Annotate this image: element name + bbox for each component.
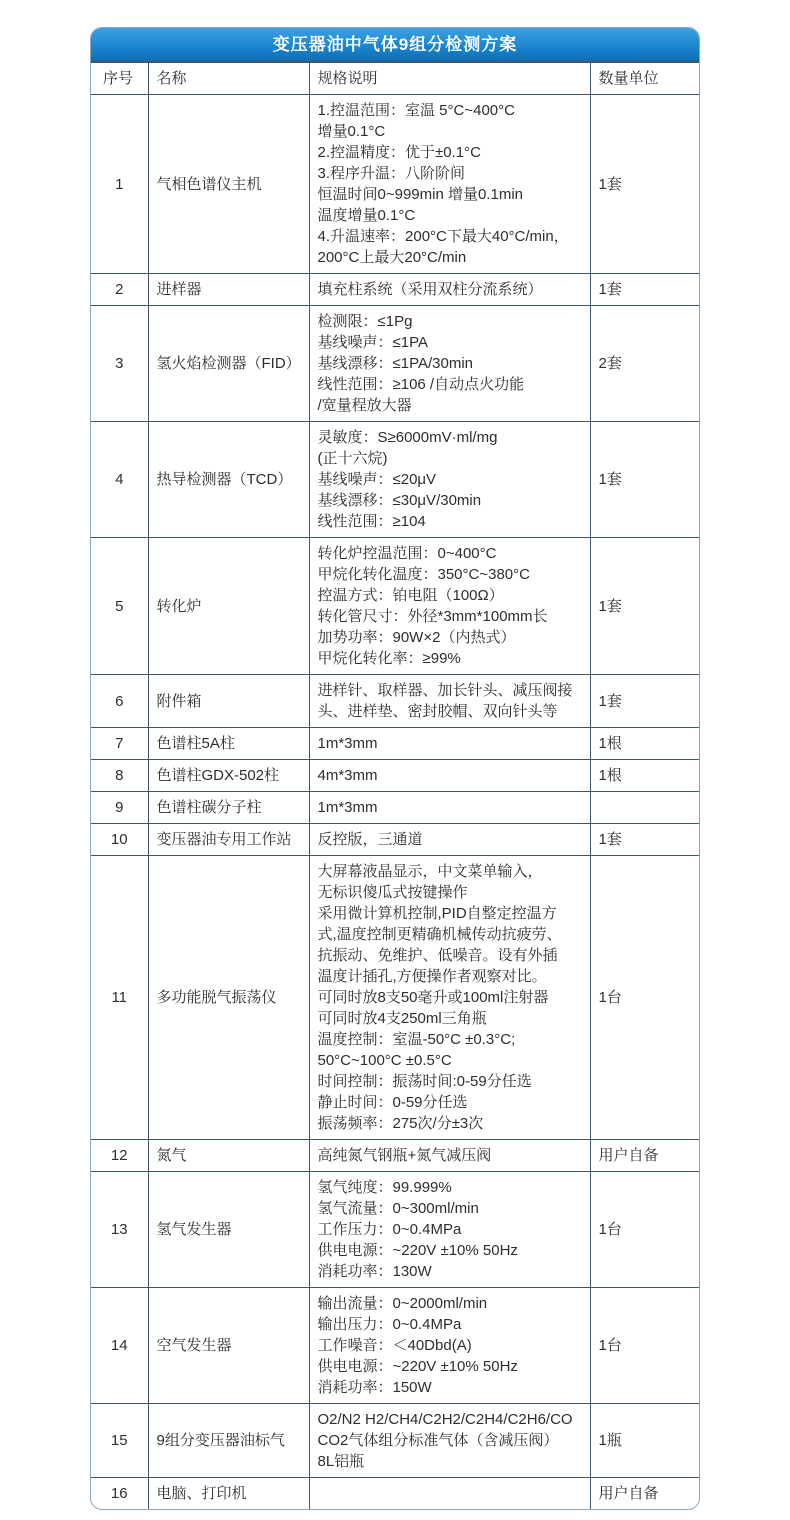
spec-line: 时间控制：振荡时间:0-59分任选 xyxy=(317,1073,532,1090)
row-qty-cell: 用户自备 xyxy=(590,1140,700,1172)
row-qty-cell: 2套 xyxy=(590,306,700,422)
spec-line: 4m*3mm xyxy=(317,767,378,784)
spec-line: 高纯氮气钢瓶+氮气减压阀 xyxy=(317,1147,492,1164)
row-spec-cell xyxy=(309,728,590,760)
spec-line: 4.升温速率：200°C下最大40°C/min， xyxy=(317,228,569,245)
spec-line: 式,温度控制更精确机械传动抗疲劳、 xyxy=(317,926,562,943)
table-row xyxy=(91,306,700,422)
row-qty-cell: 1套 xyxy=(590,824,700,856)
spec-line: 可同时放8支50毫升或100ml注射器 xyxy=(317,989,549,1006)
row-name-cell: 色谱柱5A柱 xyxy=(148,728,309,760)
row-name-cell: 电脑、打印机 xyxy=(148,1478,309,1510)
row-no-cell: 6 xyxy=(91,675,148,728)
row-spec-cell xyxy=(309,1404,590,1478)
spec-line: CO2气体组分标准气体（含减压阀） xyxy=(317,1432,559,1449)
row-spec-cell xyxy=(309,1140,590,1172)
spec-line: 大屏幕液晶显示，中文菜单输入， xyxy=(317,863,543,880)
spec-line: 供电电源：~220V ±10% 50Hz xyxy=(317,1358,518,1375)
row-name-cell: 空气发生器 xyxy=(148,1288,309,1404)
table-row xyxy=(91,792,700,824)
row-no-cell: 2 xyxy=(91,274,148,306)
spec-line: 2.控温精度：优于±0.1°C xyxy=(317,144,481,161)
table-row xyxy=(91,1404,700,1478)
spec-line: 无标识傻瓜式按键操作 xyxy=(317,884,468,901)
row-no-cell: 13 xyxy=(91,1172,148,1288)
row-qty-cell: 1套 xyxy=(590,538,700,675)
spec-line: 线性范围：≥104 xyxy=(317,513,426,530)
row-qty-cell: 1台 xyxy=(590,856,700,1140)
row-qty-cell: 1台 xyxy=(590,1288,700,1404)
row-qty-cell: 1套 xyxy=(590,95,700,274)
table-row xyxy=(91,760,700,792)
table-row xyxy=(91,95,700,274)
spec-line: 温度计插孔,方便操作者观察对比。 xyxy=(317,968,547,985)
spec-line: 甲烷化转化率：≥99% xyxy=(317,650,461,667)
header-qty: 数量单位 xyxy=(590,63,700,95)
spec-line: 静止时间：0-59分任选 xyxy=(317,1094,468,1111)
spec-line: 可同时放4支250ml三角瓶 xyxy=(317,1010,487,1027)
row-no-cell: 16 xyxy=(91,1478,148,1510)
header-spec: 规格说明 xyxy=(309,63,590,95)
row-no-cell: 11 xyxy=(91,856,148,1140)
table-body xyxy=(91,95,700,1510)
row-qty-cell: 1瓶 xyxy=(590,1404,700,1478)
spec-line: 填充柱系统（采用双柱分流系统） xyxy=(317,281,543,298)
spec-line: 8L铝瓶 xyxy=(317,1453,365,1470)
row-qty-cell: 1根 xyxy=(590,760,700,792)
spec-line: 温度增量0.1°C xyxy=(317,207,416,224)
row-name-cell: 气相色谱仪主机 xyxy=(148,95,309,274)
row-name-cell: 色谱柱碳分子柱 xyxy=(148,792,309,824)
row-spec-cell xyxy=(309,792,590,824)
spec-line: 采用微计算机控制,PID自整定控温方 xyxy=(317,905,557,922)
spec-line: 工作压力：0~0.4MPa xyxy=(317,1221,462,1238)
row-qty-cell: 1套 xyxy=(590,274,700,306)
table-row xyxy=(91,422,700,538)
spec-line: 基线漂移：≤1PA/30min xyxy=(317,355,473,372)
spec-line: (正十六烷) xyxy=(317,450,388,467)
spec-line: 消耗功率：130W xyxy=(317,1263,432,1280)
row-spec-cell xyxy=(309,675,590,728)
header-name: 名称 xyxy=(148,63,309,95)
table-row xyxy=(91,856,700,1140)
spec-line: 氢气纯度：99.999% xyxy=(317,1179,452,1196)
row-spec-cell xyxy=(309,422,590,538)
spec-line: 振荡频率：275次/分±3次 xyxy=(317,1115,484,1132)
spec-line: 增量0.1°C xyxy=(317,123,386,140)
row-spec-cell xyxy=(309,1478,590,1510)
spec-line: 氢气流量：0~300ml/min xyxy=(317,1200,479,1217)
row-no-cell: 14 xyxy=(91,1288,148,1404)
row-no-cell: 9 xyxy=(91,792,148,824)
table-row xyxy=(91,538,700,675)
row-no-cell: 8 xyxy=(91,760,148,792)
row-qty-cell: 用户自备 xyxy=(590,1478,700,1510)
row-spec-cell xyxy=(309,95,590,274)
row-spec-cell xyxy=(309,856,590,1140)
row-spec-cell xyxy=(309,824,590,856)
spec-line: 1m*3mm xyxy=(317,799,378,816)
row-no-cell: 3 xyxy=(91,306,148,422)
row-name-cell: 转化炉 xyxy=(148,538,309,675)
spec-line: 50°C~100°C ±0.5°C xyxy=(317,1052,452,1069)
spec-line: 输出流量：0~2000ml/min xyxy=(317,1295,488,1312)
spec-line: 灵敏度：S≥6000mV·ml/mg xyxy=(317,429,498,446)
row-qty-cell: 1台 xyxy=(590,1172,700,1288)
spec-line: 1.控温范围：室温 5°C~400°C xyxy=(317,102,515,119)
spec-line: 供电电源：~220V ±10% 50Hz xyxy=(317,1242,518,1259)
row-name-cell: 变压器油专用工作站 xyxy=(148,824,309,856)
row-name-cell: 多功能脱气振荡仪 xyxy=(148,856,309,1140)
spec-line: 基线噪声：≤20μV xyxy=(317,471,437,488)
row-spec-cell xyxy=(309,538,590,675)
row-qty-cell xyxy=(590,792,700,824)
row-no-cell: 4 xyxy=(91,422,148,538)
row-spec-cell xyxy=(309,274,590,306)
spec-line: /宽量程放大器 xyxy=(317,397,412,414)
row-no-cell: 7 xyxy=(91,728,148,760)
row-qty-cell: 1套 xyxy=(590,422,700,538)
row-qty-cell: 1套 xyxy=(590,675,700,728)
row-name-cell: 进样器 xyxy=(148,274,309,306)
spec-line: O2/N2 H2/CH4/C2H2/C2H4/C2H6/CO xyxy=(317,1411,573,1428)
spec-line: 基线漂移：≤30μV/30min xyxy=(317,492,482,509)
spec-line: 转化管尺寸：外径*3mm*100mm长 xyxy=(317,608,548,625)
row-name-cell: 氮气 xyxy=(148,1140,309,1172)
table-row xyxy=(91,675,700,728)
spec-line: 线性范围：≥106 /自动点火功能 xyxy=(317,376,525,393)
row-name-cell: 氢气发生器 xyxy=(148,1172,309,1288)
row-no-cell: 10 xyxy=(91,824,148,856)
table-row xyxy=(91,824,700,856)
table-row xyxy=(91,274,700,306)
row-name-cell: 氢火焰检测器（FID） xyxy=(148,306,309,422)
spec-line: 工作噪音：＜40Dbd(A) xyxy=(317,1337,472,1354)
spec-line: 加势功率：90W×2（内热式） xyxy=(317,629,516,646)
spec-line: 1m*3mm xyxy=(317,735,378,752)
row-no-cell: 15 xyxy=(91,1404,148,1478)
header-no: 序号 xyxy=(91,63,148,95)
row-spec-cell xyxy=(309,1288,590,1404)
row-name-cell: 色谱柱GDX-502柱 xyxy=(148,760,309,792)
row-name-cell: 热导检测器（TCD） xyxy=(148,422,309,538)
spec-line: 基线噪声：≤1PA xyxy=(317,334,428,351)
row-no-cell: 5 xyxy=(91,538,148,675)
spec-line: 抗振动、免维护、低噪音。设有外插 xyxy=(317,947,558,964)
spec-line: 温度控制：室温-50°C ±0.3°C; xyxy=(317,1031,516,1048)
spec-line: 消耗功率：150W xyxy=(317,1379,432,1396)
row-name-cell: 9组分变压器油标气 xyxy=(148,1404,309,1478)
row-no-cell: 1 xyxy=(91,95,148,274)
table-row xyxy=(91,1288,700,1404)
spec-line: 恒温时间0~999min 增量0.1min xyxy=(317,186,523,203)
spec-table xyxy=(91,62,700,1509)
spec-line: 进样针、取样器、加长针头、减压阀接头、进样垫、密封胶帽、双向针头等 xyxy=(317,682,573,720)
table-row xyxy=(91,728,700,760)
spec-line: 转化炉控温范围：0~400°C xyxy=(317,545,497,562)
row-spec-cell xyxy=(309,760,590,792)
spec-line: 200°C上最大20°C/min xyxy=(317,249,467,266)
spec-line: 输出压力：0~0.4MPa xyxy=(317,1316,462,1333)
spec-line: 反控版，三通道 xyxy=(317,831,423,848)
spec-line: 3.程序升温：八阶阶间 xyxy=(317,165,466,182)
row-qty-cell: 1根 xyxy=(590,728,700,760)
table-header xyxy=(91,63,700,95)
table-title: 变压器油中气体9组分检测方案 xyxy=(91,28,699,62)
row-spec-cell xyxy=(309,306,590,422)
spec-table-card xyxy=(90,27,700,1510)
spec-line: 检测限：≤1Pg xyxy=(317,313,413,330)
spec-line: 控温方式：铂电阻（100Ω） xyxy=(317,587,504,604)
table-row xyxy=(91,1172,700,1288)
row-name-cell: 附件箱 xyxy=(148,675,309,728)
spec-line: 甲烷化转化温度：350°C~380°C xyxy=(317,566,530,583)
table-row xyxy=(91,1478,700,1510)
table-row xyxy=(91,1140,700,1172)
row-spec-cell xyxy=(309,1172,590,1288)
header-row xyxy=(91,63,700,95)
row-no-cell: 12 xyxy=(91,1140,148,1172)
